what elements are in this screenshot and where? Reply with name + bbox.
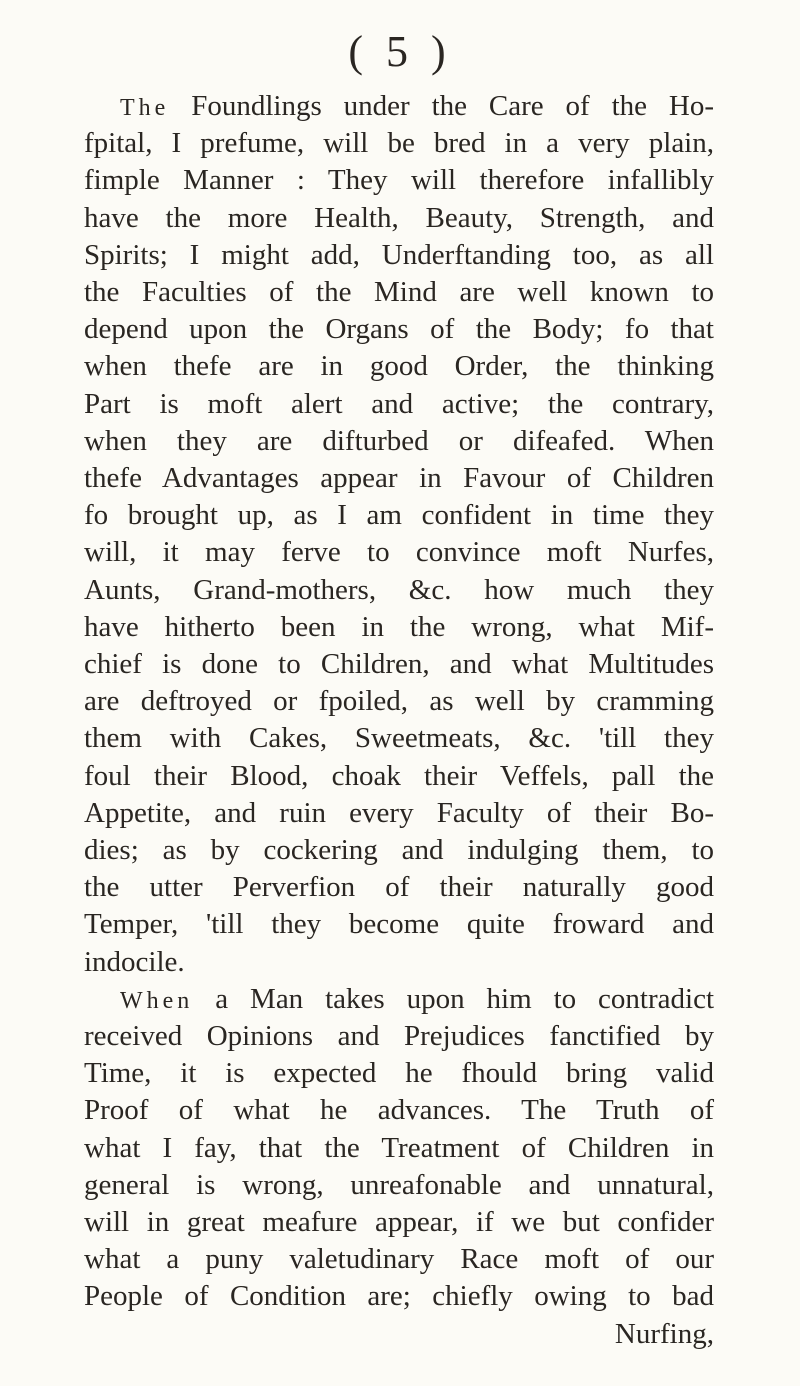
text-line: the utter Perverfion of their naturally good: [84, 871, 714, 904]
page-number: ( 5 ): [348, 27, 452, 76]
text-line: will in great meafure appear, if we but confider: [84, 1206, 714, 1238]
lead-word: When: [120, 987, 194, 1014]
text-line: When a Man takes upon him to contradict: [120, 982, 714, 1015]
text-line: have hitherto been in the wrong, what Mif-: [84, 610, 714, 643]
text-line: fo brought up, as I am confident in time they: [84, 499, 714, 532]
text-line: them with Cakes, Sweetmeats, &c. 'till they: [84, 722, 714, 755]
text-line: received Opinions and Prejudices fanctified by: [84, 1020, 714, 1052]
text-line: when thefe are in good Order, the thinking: [84, 350, 714, 383]
text-line: Appetite, and ruin every Faculty of their Bo-: [84, 796, 714, 829]
text-line: chief is done to Children, and what Multitudes: [84, 648, 714, 680]
text-line: fimple Manner : They will therefore infallibly: [84, 164, 714, 197]
text-line: Aunts, Grand-mothers, &c. how much they: [84, 573, 714, 606]
text-line: general is wrong, unreafonable and unnatural,: [84, 1168, 714, 1201]
text-line: fpital, I prefume, will be bred in a very plain,: [84, 127, 714, 160]
text-line: Part is moft alert and active; the contrary,: [84, 387, 714, 420]
text-line: what I fay, that the Treatment of Children in: [84, 1131, 714, 1164]
text-line: depend upon the Organs of the Body; fo that: [84, 313, 714, 346]
text-line: Spirits; I might add, Underftanding too, as all: [84, 238, 714, 271]
text-line: Proof of what he advances. The Truth of: [84, 1094, 714, 1127]
lead-word: The: [120, 95, 170, 121]
text-line: have the more Health, Beauty, Strength, and: [84, 201, 714, 234]
text-line: Time, it is expected he fhould bring valid: [84, 1057, 714, 1090]
text-line: what a puny valetudinary Race moft of our: [84, 1243, 714, 1276]
text-line: dies; as by cockering and indulging them, to: [84, 834, 714, 866]
text-line: the Faculties of the Mind are well known to: [84, 276, 714, 308]
text-line: Temper, 'till they become quite froward and: [84, 908, 714, 941]
text-line: People of Condition are; chiefly owing to bad: [84, 1280, 714, 1313]
text-line: will, it may ferve to convince moft Nurfes,: [84, 536, 714, 569]
text-line: The Foundlings under the Care of the Ho-: [120, 90, 715, 122]
text-line: thefe Advantages appear in Favour of Children: [84, 462, 714, 494]
text-line: foul their Blood, choak their Veffels, pall the: [84, 759, 714, 792]
text-line: are deftroyed or fpoiled, as well by cramming: [84, 685, 714, 718]
catchword: Nurfing,: [614, 1317, 714, 1350]
text-line: indocile.: [84, 945, 185, 978]
text-line: when they are difturbed or difeafed. When: [84, 424, 714, 457]
